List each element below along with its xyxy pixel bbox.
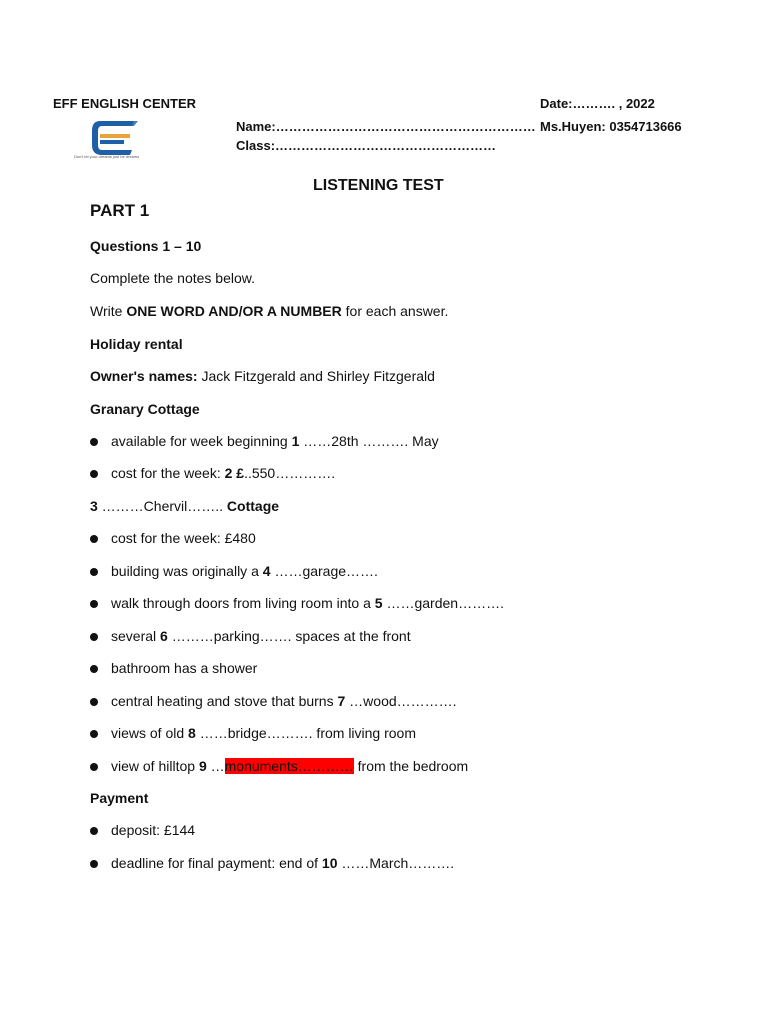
date-field: Date:………. , 2022: [540, 96, 655, 111]
chervil-item-3: [111, 595, 504, 611]
class-field: Class:……………………………………………: [236, 138, 497, 153]
granary-heading: Granary Cottage: [90, 401, 200, 417]
answer-text: ..550………….: [244, 465, 336, 481]
page-title: LISTENING TEST: [313, 177, 444, 194]
text: view of hilltop: [111, 758, 199, 774]
chervil-heading: [90, 498, 279, 514]
bullet-dot: [90, 535, 98, 543]
bullet-dot: [90, 860, 98, 868]
cottage-label: Cottage: [226, 498, 280, 514]
chervil-item-2: [111, 563, 378, 579]
instruction-bold: ONE WORD AND/OR A NUMBER: [126, 303, 342, 319]
question-number: 4: [262, 563, 271, 579]
chervil-item-4: [111, 628, 411, 644]
payment-item-1: deposit: £144: [111, 822, 196, 838]
question-number: 2 £: [224, 465, 245, 481]
text: views of old: [111, 725, 189, 741]
instruction-complete: Complete the notes below.: [90, 270, 255, 286]
owners-line: [90, 368, 435, 384]
bullet-dot: [90, 827, 98, 835]
text: cost for the week:: [111, 465, 225, 481]
text: deadline for final payment: end of: [111, 855, 322, 871]
owners-value: Jack Fitzgerald and Shirley Fitzgerald: [197, 368, 435, 384]
bullet-dot: [90, 633, 98, 641]
bullet-dot: [90, 470, 98, 478]
granary-item-2: [111, 465, 335, 481]
question-number: 10: [321, 855, 338, 871]
question-number: 6: [160, 628, 168, 644]
text: central heating and stove that burns: [111, 693, 338, 709]
answer-text: ………Chervil……..: [97, 498, 227, 514]
answer-text: …wood………….: [345, 693, 457, 709]
bullet-dot: [90, 600, 98, 608]
text: from the bedroom: [353, 758, 469, 774]
logo-caption: Don't let your dreams just be dreams: [74, 154, 140, 159]
teacher-contact: Ms.Huyen: 0354713666: [540, 119, 682, 134]
payment-item-2: [111, 855, 454, 871]
text: available for week beginning: [111, 433, 292, 449]
chervil-item-8: [111, 758, 468, 774]
bullet-dot: [90, 568, 98, 576]
owners-label: Owner's names:: [90, 368, 198, 384]
bullet-dot: [90, 763, 98, 771]
question-number: 8: [188, 725, 196, 741]
name-field: Name:……………………………………………………: [236, 119, 536, 134]
answer-dots: …: [206, 758, 225, 774]
instruction-post: for each answer.: [341, 303, 449, 319]
answer-text: ……bridge………. from living room: [195, 725, 417, 741]
answer-text: ……28th ………. May: [299, 433, 439, 449]
bullet-dot: [90, 698, 98, 706]
chervil-item-7: [111, 725, 416, 741]
bullet-dot: [90, 438, 98, 446]
instruction-write: [90, 303, 448, 319]
bullet-dot: [90, 665, 98, 673]
section-heading: Holiday rental: [90, 336, 183, 352]
center-name: EFF ENGLISH CENTER: [53, 96, 197, 111]
question-number: 1: [291, 433, 300, 449]
payment-heading: Payment: [90, 790, 149, 806]
question-number: 5: [374, 595, 383, 611]
answer-text: ……garden……….: [382, 595, 504, 611]
answer-text: ……March……….: [337, 855, 455, 871]
question-number: 3: [90, 498, 98, 514]
part-heading: PART 1: [90, 201, 150, 220]
question-number: 9: [198, 758, 207, 774]
highlighted-answer: monuments…………: [224, 758, 354, 774]
granary-item-1: [111, 433, 439, 449]
chervil-item-5: bathroom has a shower: [111, 660, 258, 676]
questions-range: Questions 1 – 10: [90, 238, 202, 254]
answer-text: ……garage…….: [270, 563, 378, 579]
bullet-dot: [90, 730, 98, 738]
chervil-item-6: [111, 693, 457, 709]
instruction-pre: Write: [90, 303, 127, 319]
question-number: 7: [337, 693, 346, 709]
text: several: [111, 628, 161, 644]
text: walk through doors from living room into a: [111, 595, 375, 611]
answer-text: ………parking……. spaces at the front: [167, 628, 411, 644]
chervil-item-1: cost for the week: £480: [111, 530, 256, 546]
text: building was originally a: [111, 563, 263, 579]
